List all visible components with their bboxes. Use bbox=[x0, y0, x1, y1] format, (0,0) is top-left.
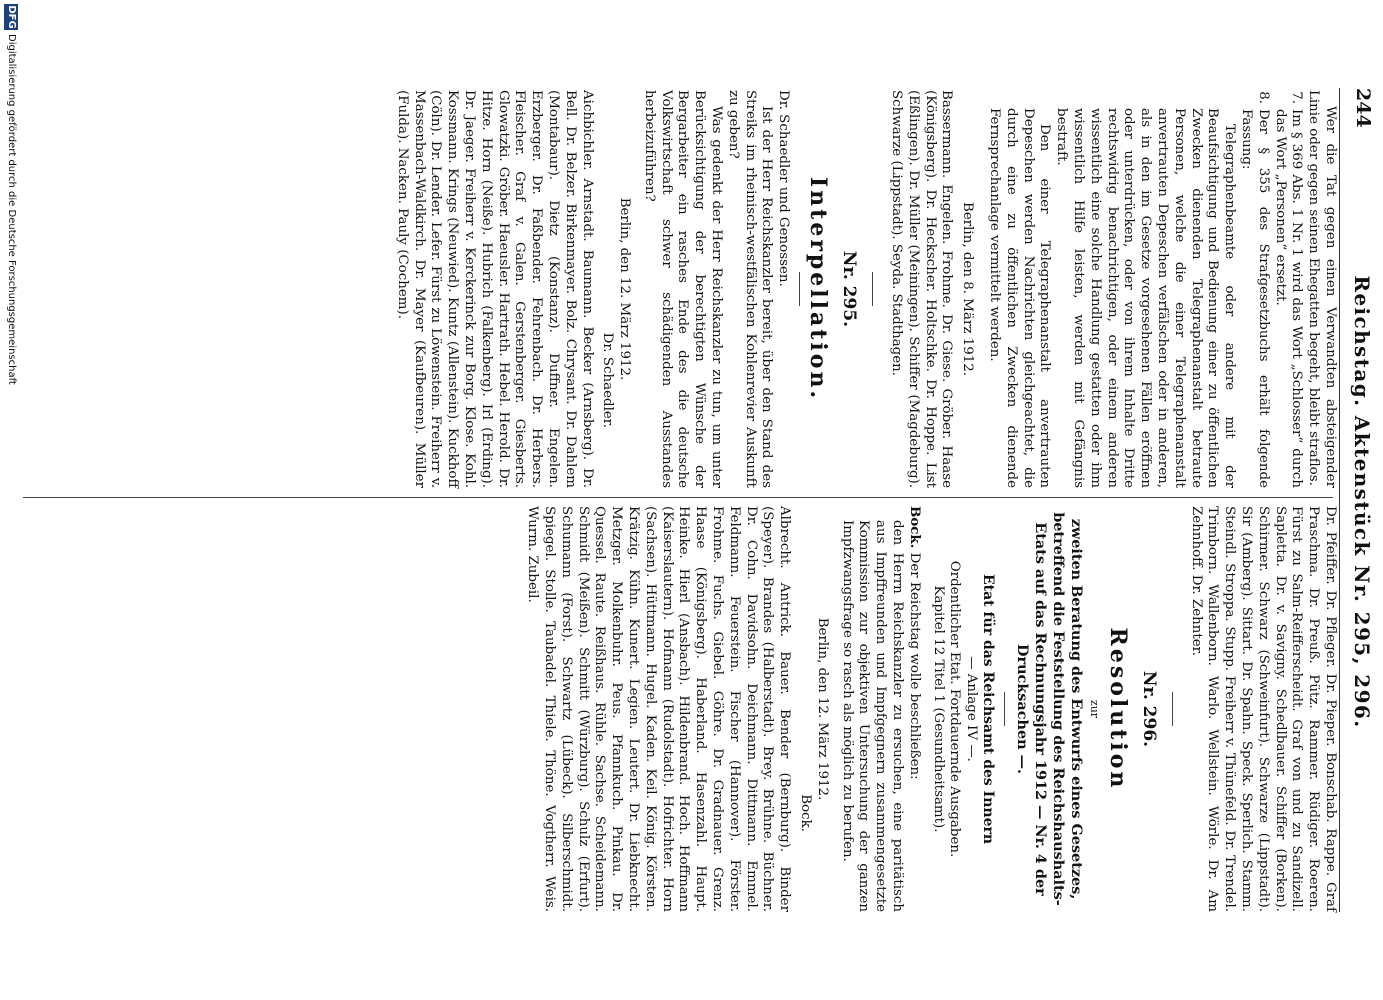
signatories-continued: Dr. Pfeiffer. Dr. Pfleger. Dr. Pieper. Bonschab. Rappe. Graf Praschma. Dr. Preuß. Pütz. Rammer. Rüdiger. Roeren. Fürst zu Salm-Reifferscheidt. Graf von und zu Sandizell. Sapletta. Dr. v. Savigny. Schedlbauer. Schiffer (Borken). Schirmer. Schwarz (Schweinfurt). Schwarze (Lippstadt). Sir (Amberg). Sittart. Dr. Spahn. Speck. Sperlich. Stamm. Steindl. Stroppa. Stupp. Freiherr v. Thünefeld. Dr. Trendel. Trimborn. Wallenborn. Warlo. Wellstein. Wörle. Dr. Am Zehnhoff. Dr. Zehnter. bbox=[1188, 506, 1338, 912]
footer bbox=[2, 0, 18, 1000]
date-line: Berlin, den 12. März 1912. bbox=[814, 617, 830, 801]
law-paragraph-1: Telegraphenbeamte oder andere mit der Beaufsichtigung und Bedienung einer zu öffentlichen Zwecken dienenden Telegraphenanstalt betraute Personen, welche die einer Telegraphenanstalt anvertrauten Depeschen verfälschen oder in anderen, als in den im Gesetze vorgesehenen Fällen eröffnen oder unterdrücken, oder von ihrem Inhalte Dritte rechtswidrig benachrichtigen, oder einem anderen wissentlich eine solche Handlung gestatten oder ihm wissentlich Hilfe leisten, werden mit Gefängnis bestraft. bbox=[1054, 108, 1238, 488]
doc-title: Interpellation. bbox=[805, 176, 832, 402]
header-rule bbox=[1339, 88, 1340, 912]
column-divider bbox=[23, 497, 1333, 498]
question-2: Was gedenkt der Herr Reichskanzler zu tun, um unter Berücksichtigung der berechtigten Wünsche der Bergarbeiter ein rasches Ende des die deutsche Volkswirtschaft schwer schädigenden Ausstandes herbeizuführen? bbox=[641, 90, 725, 488]
signature: Dr. Schaedler. bbox=[600, 332, 616, 428]
doc-number: Nr. 295. bbox=[839, 250, 860, 328]
signatories: Aichbichler. Arnstadt. Baumann. Becker (Arnsberg). Dr. Bell. Dr. Belzer. Birkenmayer. Bolz. Chrysant. Dr. Dahlem (Montabaur). Dietz (Konstanz). Duffner. Engelen. Erzberger. Dr. Faßbender. Fehrenbach. Dr. Herbers. Fleischer. Graf v. Galen. Gerstenberger. Giesberts. Glowatzki. Gröber. Haeusler. Hartrath. Hebel. Herold. Dr. Hitze. Horn (Neiße). Hubrich (Falkenberg). Irl (Erding). Dr. Jaeger. Freiherr v. Kerckerinck zur Borg. Klose. Kohl. Kossmann. Krings (Neuwied). Kuntz (Allenstein). Kuckhoff (Cöln). Dr. Lender. Lefer. Fürst zu Löwenstein. Freiherr v. Massenbach-Waldkirch. Dr. Mayer (Kaufbeuren). Müller (Fulda). Nacken. Pauly (Cochem). bbox=[394, 90, 595, 488]
zur-line: zur bbox=[1087, 699, 1101, 719]
section-divider bbox=[1172, 692, 1173, 726]
item-7: 7. Im § 369 Abs. 1 Nr. 1 wird das Wort „Schlosser“ durch das Wort „Personen“ ersetzt. bbox=[1272, 91, 1305, 488]
etat-title: Etat für das Reichsamt des Innern bbox=[980, 573, 997, 845]
etat-line-2: Kapitel 12 Titel 1 (Gesundheitsamt). bbox=[930, 585, 946, 833]
date-line: Berlin, den 8. März 1912. bbox=[960, 201, 976, 377]
resolution-heading: zweiten Beratung des Entwurfs eines Gesetzes, betreffend die Feststellung des Reichshaushalts-Etats auf das Rechnungsjahr 1912 — Nr. 4 der Drucksachen —. bbox=[1014, 512, 1086, 906]
item-8: 8. Der § 355 des Strafgesetzbuchs erhält folgende Fassung: bbox=[1239, 91, 1271, 488]
heading-rule bbox=[1004, 692, 1005, 726]
right-column bbox=[524, 506, 1338, 912]
question-1: Ist der Herr Reichskanzler bereit, über den Stand des Streiks im rheinisch-westfälischen Kohlenrevier Auskunft zu geben? bbox=[725, 90, 775, 488]
signature: Bock. bbox=[798, 794, 814, 832]
dfg-logo: DFG bbox=[6, 5, 17, 29]
law-paragraph-2: Den einer Telegraphenanstalt anvertrauten Depeschen werden Nachrichten gleichgeachtet, die durch eine zu öffentlichen Zwecken dienende Fernsprechanlage vermittelt werden. bbox=[987, 108, 1053, 488]
signatories: Albrecht. Antrick. Bauer. Bender (Bernburg). Binder (Speyer). Brandes (Halberstadt). Brey. Brühne. Büchner. Dr. Cohn. Davidsohn. Deichmann. Dittmann. Emmel. Feldmann. Feuerstein. Fischer (Hannover). Förster. Frohme. Fuchs. Giebel. Göhre. Dr. Gradnauer. Grenz. Haase (Königsberg). Haberland. Hasenzahl. Haupt. Heinke. Hierl (Ansbach). Hildenbrand. Hoch. Hoffmann (Kaiserslautern). Hofmann (Rudolstadt). Hofrichter. Horn (Sachsen). Hüttmann. Hugel. Kaden. Keil. König. Körsten. Krätzig. Kühn. Kunert. Legien. Leutert. Dr. Liebknecht. Metzger. Molkenbuhr. Peus. Pfannkuch. Pinkau. Dr. Quessel. Raute. Reißhaus. Rühle. Sachse. Scheidemann. Schmidt (Meißen). Schmitt (Würzburg). Schulz (Erfurt). Schumann (Forst). Schwartz (Lübeck). Silberschmidt. Spiegel. Stolle. Taubadel. Thiele. Thöne. Vogtherr. Weis. Wurm. Zubeil. bbox=[525, 506, 793, 912]
title-rule bbox=[799, 272, 800, 306]
section-divider bbox=[872, 272, 873, 306]
intro-line: Dr. Schaedler und Genossen. bbox=[776, 90, 792, 287]
running-title: Reichstag. Aktenstück Nr. 295, 296. bbox=[1350, 275, 1374, 729]
date-line: Berlin, den 12. März 1912. bbox=[617, 197, 633, 381]
doc-number: Nr. 296. bbox=[1138, 670, 1159, 748]
digitization-credit: Digitalisierung gefördert durch die Deutsche Forschungsgemeinschaft bbox=[6, 34, 17, 385]
etat-line-1: Ordentlicher Etat. Fortdauernde Ausgaben. bbox=[947, 560, 963, 858]
motion-text: den Herrn Reichskanzler zu ersuchen, eine paritätisch aus Impffreunden und Impfgegnern zusammengesetzte Kommission zur objektiven Untersuchung der ganzen Impfzwangsfrage so rasch als möglich zu berufen. bbox=[839, 520, 906, 912]
continuation-text: Wer die Tat gegen einen Verwandten absteigender Linie oder gegen seinen Ehegatten begeht, bleibt straflos. bbox=[1306, 90, 1338, 488]
doc-title: Resolution bbox=[1104, 627, 1131, 791]
anlage-line: — Anlage IV —. bbox=[964, 656, 980, 762]
signatories: Bassermann. Engelen. Frohme. Dr. Giese. Gröber. Haase (Königsberg). Dr. Heckscher. Holtschke. Dr. Hoppe. List (Eßlingen). Dr. Müller (Meiningen). Schiffer (Magdeburg). Schwarze (Lippstadt). Seyda. Stadthagen. bbox=[889, 90, 955, 488]
left-column bbox=[393, 90, 1338, 488]
page-number: 244 bbox=[1352, 88, 1374, 128]
motion-intro: Bock. Der Reichstag wolle beschließen: bbox=[906, 506, 923, 780]
